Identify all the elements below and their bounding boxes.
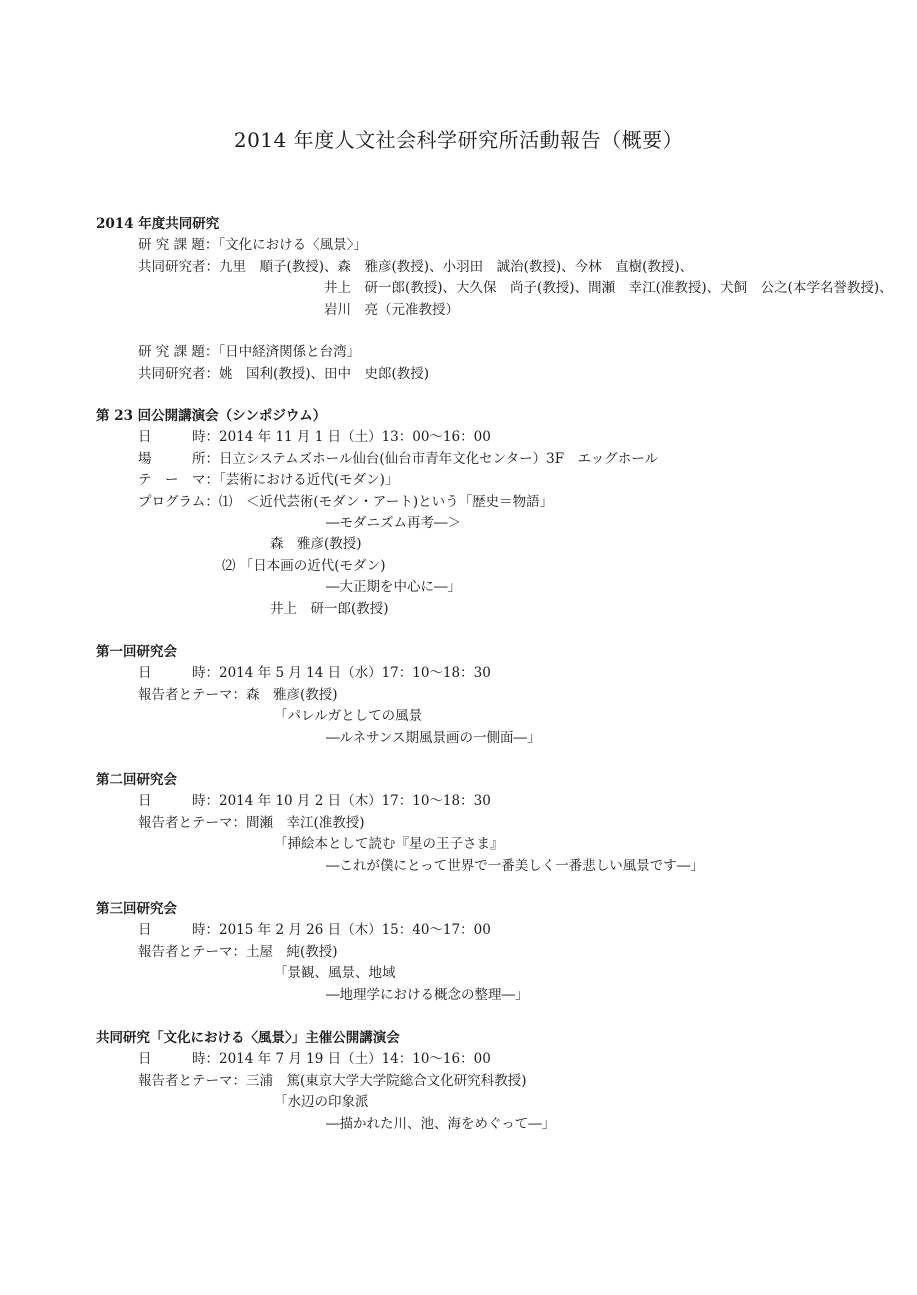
symposium-date: 日 時：2014 年 11 月 1 日（土）13：00～16：00 bbox=[138, 429, 491, 446]
meeting-3-reporter: 報告者とテーマ：土屋 純(教授) bbox=[138, 943, 338, 960]
researchers-1-line-3: 岩川 亮（元准教授） bbox=[324, 301, 459, 318]
public-lecture-date: 日 時：2014 年 7 月 19 日（土）14：10～16：00 bbox=[138, 1051, 491, 1068]
meeting-3-section bbox=[96, 899, 529, 1006]
symposium-program-line-1: プログラム：⑴ ＜近代芸術(モダン・アート)という「歴史＝物語」 bbox=[138, 493, 554, 510]
symposium-section bbox=[96, 406, 658, 620]
meeting-1-theme-line-2: ―ルネサンス期風景画の一側面―」 bbox=[326, 729, 541, 746]
page-title: 2014 年度人文社会科学研究所活動報告（概要） bbox=[233, 128, 684, 152]
meeting-1-theme-line-1: 「パレルガとしての風景 bbox=[274, 708, 423, 725]
meeting-2-reporter: 報告者とテーマ：間瀬 幸江(准教授) bbox=[138, 814, 365, 831]
meeting-2-theme-line-1: 「挿絵本として読む『星の王子さま』 bbox=[274, 836, 504, 853]
meeting-3-heading: 第三回研究会 bbox=[96, 901, 177, 917]
symposium-theme: テ ー マ：「芸術における近代(モダン)」 bbox=[138, 472, 399, 489]
symposium-place: 場 所：日立システムズホール仙台(仙台市青年文化センター）3F エッグホール bbox=[138, 450, 659, 467]
meeting-2-date: 日 時：2014 年 10 月 2 日（木）17：10～18：30 bbox=[138, 793, 491, 810]
research-topic-2: 研 究 課 題：「日中経済関係と台湾」 bbox=[138, 344, 361, 361]
meeting-3-date: 日 時：2015 年 2 月 26 日（木）15：40～17：00 bbox=[138, 922, 491, 939]
symposium-heading: 第 23 回公開講演会（シンポジウム） bbox=[96, 408, 327, 424]
public-lecture-heading: 共同研究「文化における〈風景〉」主催公開講演会 bbox=[96, 1030, 400, 1046]
meeting-2-theme-line-2: ―これが僕にとって世界で一番美しく一番悲しい風景です―」 bbox=[326, 857, 704, 874]
meeting-2-section bbox=[96, 770, 704, 877]
researchers-1-line-2: 井上 研一郎(教授)、大久保 尚子(教授)、間瀬 幸江(准教授)、犬飼 公之(本学名誉教授)、 bbox=[324, 280, 893, 297]
symposium-program-line-4: ⑵ 「日本画の近代(モダン) bbox=[222, 557, 386, 574]
researchers-1-line-1: 共同研究者：九里 順子(教授)、森 雅彦(教授)、小羽田 誠治(教授)、今林 直樹(教授)、 bbox=[138, 258, 694, 275]
researchers-2-line-1: 共同研究者：姚 国利(教授)、田中 史郎(教授) bbox=[138, 365, 430, 382]
joint-research-section bbox=[96, 214, 893, 385]
joint-research-heading: 2014 年度共同研究 bbox=[96, 216, 220, 232]
symposium-program-line-2: ―モダニズム再考―＞ bbox=[326, 514, 461, 531]
meeting-2-heading: 第二回研究会 bbox=[96, 772, 177, 788]
meeting-1-reporter: 報告者とテーマ：森 雅彦(教授) bbox=[138, 686, 338, 703]
meeting-1-section bbox=[96, 642, 541, 749]
meeting-3-theme-line-2: ―地理学における概念の整理―」 bbox=[326, 986, 529, 1003]
symposium-program-line-6: 井上 研一郎(教授) bbox=[270, 600, 389, 617]
research-topic-1: 研 究 課 題：「文化における〈風景〉」 bbox=[138, 237, 367, 254]
meeting-1-heading: 第一回研究会 bbox=[96, 644, 177, 660]
public-lecture-reporter: 報告者とテーマ：三浦 篤(東京大学大学院総合文化研究科教授) bbox=[138, 1072, 527, 1089]
public-lecture-theme-line-2: ―描かれた川、池、海をめぐって―」 bbox=[326, 1115, 556, 1132]
meeting-3-theme-line-1: 「景観、風景、地域 bbox=[274, 965, 396, 982]
meeting-1-date: 日 時：2014 年 5 月 14 日（水）17：10～18：30 bbox=[138, 665, 491, 682]
public-lecture-theme-line-1: 「水辺の印象派 bbox=[274, 1094, 369, 1111]
symposium-program-line-5: ―大正期を中心に―」 bbox=[326, 579, 461, 596]
symposium-program-line-3: 森 雅彦(教授) bbox=[270, 536, 362, 553]
public-lecture-section bbox=[96, 1028, 555, 1135]
